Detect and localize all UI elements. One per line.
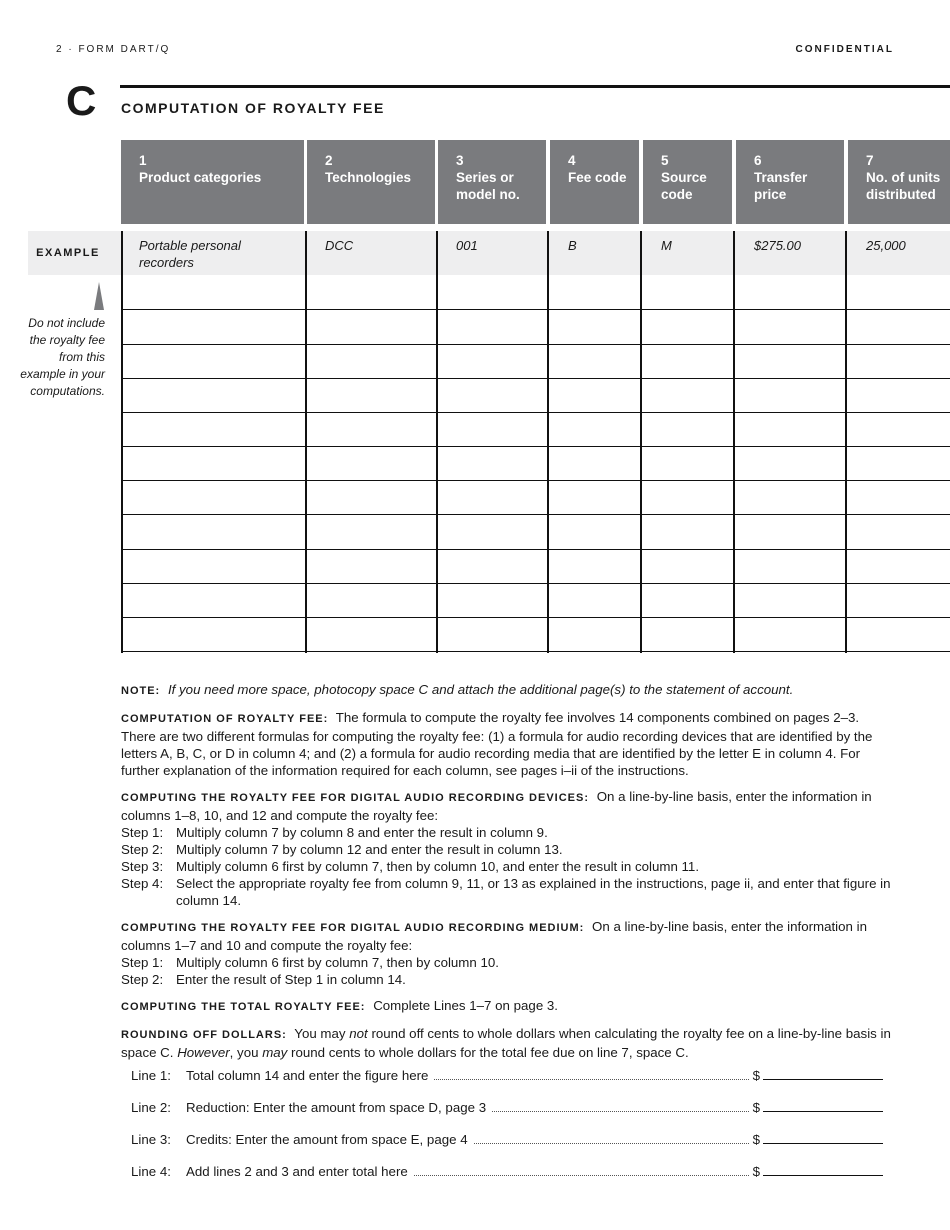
rounding-paragraph [121,1025,897,1061]
line-description: Credits: Enter the amount from space E, page 4 [186,1132,468,1147]
grid-column-line [845,231,847,653]
summary-line-3 [131,1129,883,1147]
example-transfer-price: $275.00 [754,238,801,253]
medium-step-2 [121,971,897,988]
step-text: Enter the result of Step 1 in column 14. [176,972,406,987]
table-row-line [122,617,950,618]
example-source-code: M [661,238,672,253]
step-label: Step 3: [121,859,164,874]
rounding-emphasis: may [262,1045,288,1060]
devices-lead: COMPUTING THE ROYALTY FEE FOR DIGITAL AUDIO RECORDING DEVICES: [121,792,590,804]
column-number: 7 [866,153,874,168]
devices-intro [121,788,897,824]
line-2-amount-field[interactable] [763,1097,883,1112]
column-header-fee-code [550,140,639,224]
summary-line-2 [131,1097,883,1115]
confidential-label: CONFIDENTIAL [795,44,894,55]
example-product-category: Portable personal recorders [139,238,241,270]
column-label: Series or model no. [456,170,520,202]
example-model-number: 001 [456,238,478,253]
medium-intro [121,918,897,954]
column-number: 1 [139,153,147,168]
instructions [121,681,897,1070]
grid-column-line [121,231,123,653]
step-label: Step 4: [121,876,164,891]
column-label: Fee code [568,170,627,185]
section-rule [120,85,950,88]
form-identifier: 2 · FORM DART/Q [56,44,171,55]
step-text: Multiply column 6 first by column 7, then by column 10. [176,955,499,970]
currency-symbol: $ [752,1164,760,1179]
table-row-line [122,412,950,413]
computation-paragraph [121,709,897,779]
table-row-line [122,309,950,310]
table-row-line [122,514,950,515]
section-letter: C [66,77,97,124]
step-label: Step 2: [121,972,164,987]
column-number: 5 [661,153,669,168]
medium-step-1 [121,954,897,971]
grid-column-line [436,231,438,653]
summary-line-4 [131,1161,883,1179]
currency-symbol: $ [752,1068,760,1083]
step-label: Step 1: [121,825,164,840]
line-label: Line 3: [131,1132,171,1147]
arrow-up-icon [94,282,104,310]
note-lead: NOTE: [121,685,161,697]
line-label: Line 2: [131,1100,171,1115]
rounding-text: , you [229,1045,259,1060]
step-text: Multiply column 7 by column 12 and enter the result in column 13. [176,842,563,857]
computation-lead: COMPUTATION OF ROYALTY FEE: [121,713,329,725]
medium-text: On a line-by-line basis, enter the information in columns 1–7 and 10 and compute the royalty fee: [121,919,867,953]
column-header-units-distributed [848,140,950,224]
table-row-line [122,446,950,447]
column-header-product-categories [121,140,304,224]
dot-leader [414,1163,749,1176]
column-number: 2 [325,153,333,168]
step-label: Step 1: [121,955,164,970]
rounding-emphasis: not [349,1026,368,1041]
rounding-emphasis: However [177,1045,230,1060]
devices-step-3 [121,858,897,875]
line-3-amount-field[interactable] [763,1129,883,1144]
column-header-technologies [307,140,435,224]
section-title: COMPUTATION OF ROYALTY FEE [121,100,385,116]
rounding-text: You may [294,1026,346,1041]
devices-step-2 [121,841,897,858]
devices-paragraph [121,788,897,909]
example-fee-code: B [568,238,577,253]
table-row-line [122,344,950,345]
currency-symbol: $ [752,1132,760,1147]
line-description: Add lines 2 and 3 and enter total here [186,1164,408,1179]
example-technology: DCC [325,238,354,253]
summary-line-1 [131,1065,883,1083]
column-number: 3 [456,153,464,168]
line-description: Total column 14 and enter the figure here [186,1068,429,1083]
example-label: EXAMPLE [36,247,100,259]
column-number: 4 [568,153,576,168]
step-text: Multiply column 6 first by column 7, then by column 10, and enter the result in column 11. [176,859,700,874]
medium-paragraph [121,918,897,988]
column-label: Transfer price [754,170,808,202]
line-description: Reduction: Enter the amount from space D, page 3 [186,1100,487,1115]
column-header-transfer-price [736,140,844,224]
step-text: Multiply column 7 by column 8 and enter the result in column 9. [176,825,548,840]
table-row-line [122,651,950,652]
column-label: Product categories [139,170,262,185]
computation-text: The formula to compute the royalty fee involves 14 components combined on pages 2–3. There are two different formulas for computing the royalty fee: (1) a formula for audio recording devices that are identified by the letters A, B, C, or D in column 4; and (2) a formula for audio recording media that are identified by the letter E in column 4. For further explanation of the information required for each column, see pages i–ii of the instructions. [121,710,873,778]
step-text: Select the appropriate royalty fee from column 9, 11, or 13 as explained in the instructions, page ii, and enter that figure in column 14. [176,876,891,908]
currency-symbol: $ [752,1100,760,1115]
step-label: Step 2: [121,842,164,857]
medium-lead: COMPUTING THE ROYALTY FEE FOR DIGITAL AUDIO RECORDING MEDIUM: [121,922,585,934]
devices-step-1 [121,824,897,841]
grid-column-line [640,231,642,653]
grid-column-line [305,231,307,653]
dot-leader [434,1067,748,1080]
table-row-line [122,480,950,481]
example-units-distributed: 25,000 [866,238,906,253]
column-header-series-model [438,140,546,224]
dot-leader [492,1099,749,1112]
total-text: Complete Lines 1–7 on page 3. [373,998,558,1013]
table-row-line [122,549,950,550]
line-label: Line 4: [131,1164,171,1179]
table-row-line [122,583,950,584]
column-header-source-code [643,140,732,224]
column-label: Source code [661,170,707,202]
line-1-amount-field[interactable] [763,1065,883,1080]
example-side-note: Do not include the royalty fee from this example in your computations. [20,316,105,398]
devices-text: On a line-by-line basis, enter the information in columns 1–8, 10, and 12 and compute the royalty fee: [121,789,872,823]
line-4-amount-field[interactable] [763,1161,883,1176]
devices-step-4 [121,875,897,909]
rounding-text: round off cents to whole dollars when calculating the royalty fee on a line-by-line basis in space C. [121,1026,891,1060]
grid-column-line [733,231,735,653]
dot-leader [474,1131,749,1144]
line-label: Line 1: [131,1068,171,1083]
column-label: Technologies [325,170,412,185]
rounding-lead: ROUNDING OFF DOLLARS: [121,1029,287,1041]
total-lead: COMPUTING THE TOTAL ROYALTY FEE: [121,1001,366,1013]
column-number: 6 [754,153,762,168]
note-paragraph [121,681,897,700]
total-paragraph [121,997,897,1016]
column-label: No. of units distributed [866,170,941,202]
table-row-line [122,378,950,379]
note-text: If you need more space, photocopy space C and attach the additional page(s) to the statement of account. [167,682,794,697]
grid-column-line [547,231,549,653]
rounding-text: round cents to whole dollars for the total fee due on line 7, space C. [291,1045,689,1060]
